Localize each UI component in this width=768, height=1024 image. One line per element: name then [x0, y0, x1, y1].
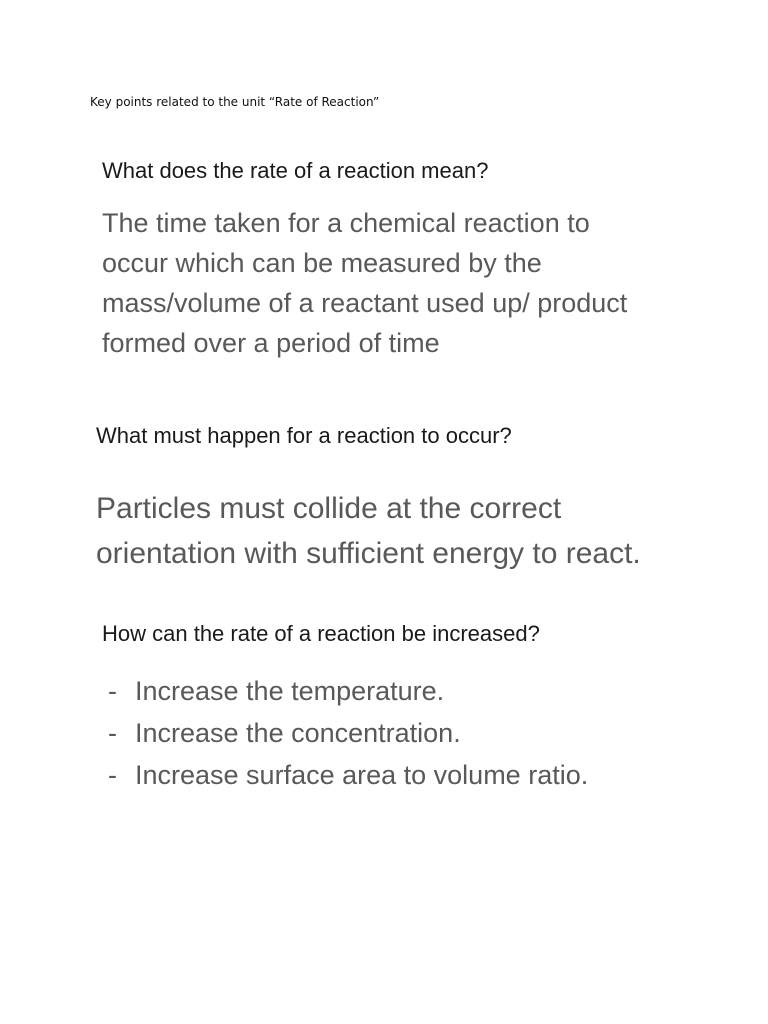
answer-line: occur which can be measured by the	[102, 248, 542, 278]
list-item	[108, 670, 588, 712]
answer-line: orientation with sufficient energy to react.	[96, 537, 641, 570]
answer-line: mass/volume of a reactant used up/ product	[102, 288, 628, 318]
rate-increase-list	[108, 670, 588, 796]
question-rate-meaning: What does the rate of a reaction mean?	[102, 158, 489, 183]
list-item	[108, 754, 588, 796]
answer-line: formed over a period of time	[102, 328, 440, 358]
bullet-dash: -	[108, 676, 117, 706]
document-title: Key points related to the unit “Rate of Reaction”	[90, 95, 380, 109]
bullet-dash: -	[108, 760, 117, 790]
answer-line: Particles must collide at the correct	[96, 492, 562, 525]
list-item-text: Increase the concentration.	[135, 718, 461, 748]
answer-reaction-occur	[96, 486, 736, 576]
answer-line: The time taken for a chemical reaction to	[102, 208, 590, 238]
bullet-dash: -	[108, 718, 117, 748]
question-rate-increase: How can the rate of a reaction be increased?	[102, 621, 540, 646]
question-reaction-occur: What must happen for a reaction to occur?	[96, 423, 512, 448]
list-item-text: Increase the temperature.	[135, 676, 445, 706]
list-item-text: Increase surface area to volume ratio.	[135, 760, 589, 790]
list-item	[108, 712, 588, 754]
answer-rate-meaning	[102, 203, 702, 363]
